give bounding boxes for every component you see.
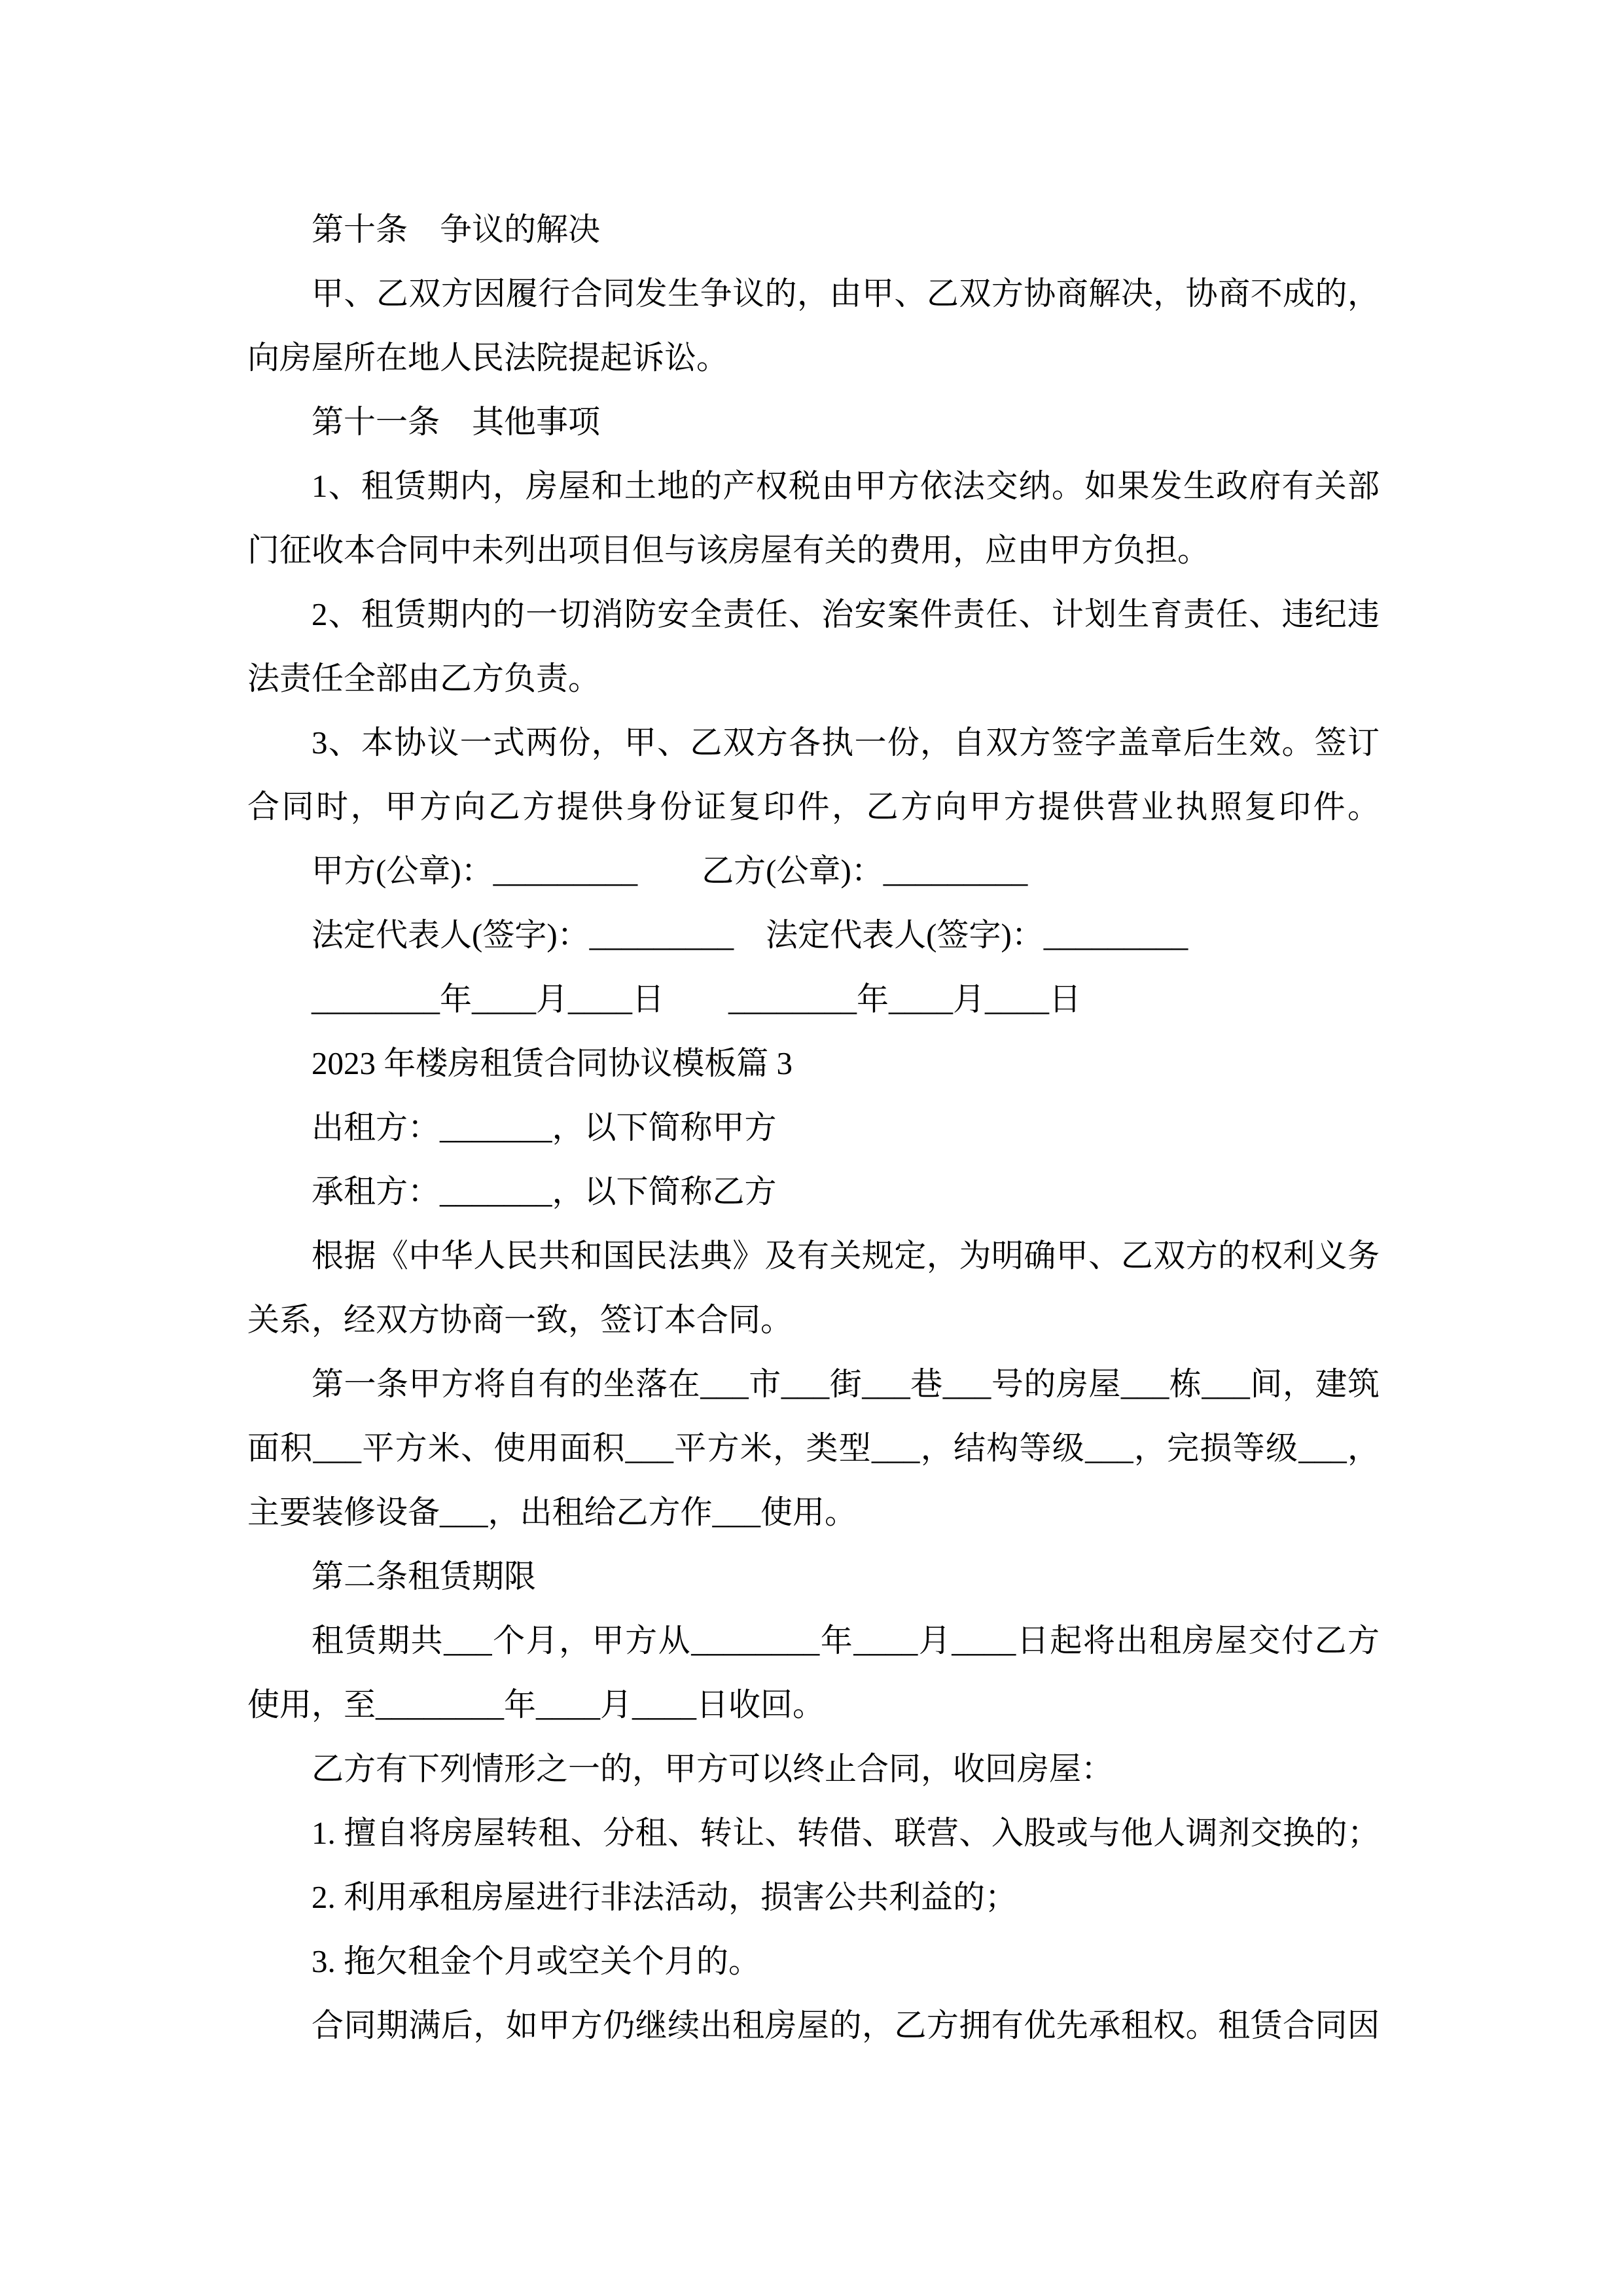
contract-line: 法责任全部由乙方负责。 xyxy=(247,660,601,696)
contract-line: 第一条甲方将自有的坐落在___市___街___巷___号的房屋___栋___间，建筑 xyxy=(312,1366,1380,1402)
contract-line: 甲、乙双方因履行合同发生争议的，由甲、乙双方协商解决，协商不成的， xyxy=(312,276,1380,312)
contract-body xyxy=(247,198,1380,2058)
contract-line: 门征收本合同中未列出项目但与该房屋有关的费用，应由甲方负担。 xyxy=(247,532,1210,568)
contract-line: 2023 年楼房租赁合同协议模板篇 3 xyxy=(312,1045,793,1081)
contract-line: 面积___平方米、使用面积___平方米，类型___，结构等级___，完损等级___， xyxy=(247,1430,1380,1466)
contract-line: 合同期满后，如甲方仍继续出租房屋的，乙方拥有优先承租权。租赁合同因 xyxy=(312,2007,1380,2043)
contract-line: ________年____月____日 ________年____月____日 xyxy=(312,981,1082,1017)
contract-line: 乙方有下列情形之一的，甲方可以终止合同，收回房屋： xyxy=(312,1751,1114,1787)
contract-line: 出租方：_______，以下简称甲方 xyxy=(312,1109,777,1145)
contract-line: 向房屋所在地人民法院提起诉讼。 xyxy=(247,340,729,376)
contract-line: 租赁期共___个月，甲方从________年____月____日起将出租房屋交付乙方 xyxy=(312,1623,1380,1659)
contract-line: 根据《中华人民共和国民法典》及有关规定，为明确甲、乙双方的权利义务 xyxy=(312,1238,1380,1274)
contract-line: 2、租赁期内的一切消防安全责任、治安案件责任、计划生育责任、违纪违 xyxy=(312,596,1380,632)
contract-line: 第十条 争议的解决 xyxy=(312,211,601,247)
contract-line: 第二条租赁期限 xyxy=(312,1558,537,1594)
contract-line: 第十一条 其他事项 xyxy=(312,404,601,440)
contract-line: 甲方(公章)：_________ 乙方(公章)：_________ xyxy=(312,853,1028,889)
contract-line: 1. 擅自将房屋转租、分租、转让、转借、联营、入股或与他人调剂交换的； xyxy=(312,1815,1380,1851)
contract-line: 合同时，甲方向乙方提供身份证复印件，乙方向甲方提供营业执照复印件。 xyxy=(247,789,1380,825)
contract-line: 主要装修设备___，出租给乙方作___使用。 xyxy=(247,1494,857,1530)
contract-line: 承租方：_______，以下简称乙方 xyxy=(312,1174,777,1210)
contract-line: 1、租赁期内，房屋和土地的产权税由甲方依法交纳。如果发生政府有关部 xyxy=(312,468,1380,504)
contract-line: 3、本协议一式两份，甲、乙双方各执一份，自双方签字盖章后生效。签订 xyxy=(312,725,1380,761)
contract-line: 2. 利用承租房屋进行非法活动，损害公共利益的； xyxy=(312,1879,1018,1915)
contract-line: 3. 拖欠租金个月或空关个月的。 xyxy=(312,1943,761,1979)
contract-line: 使用，至________年____月____日收回。 xyxy=(247,1687,825,1723)
contract-line: 关系，经双方协商一致，签订本合同。 xyxy=(247,1302,793,1338)
contract-line: 法定代表人(签字)：_________ 法定代表人(签字)：_________ xyxy=(312,917,1188,953)
